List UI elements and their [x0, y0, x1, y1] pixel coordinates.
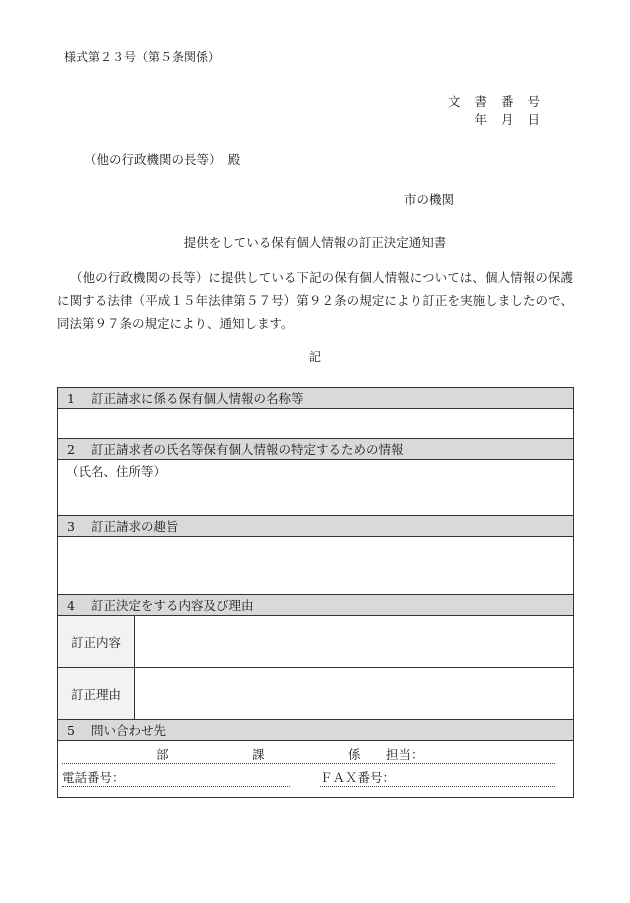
department-line[interactable] — [62, 743, 555, 764]
section-4-header — [58, 595, 573, 616]
department-label: 部 — [156, 747, 169, 762]
section-5-header — [58, 720, 573, 741]
addressee: （他の行政機関の長等） 殿 — [84, 152, 241, 167]
section-3-header — [58, 516, 573, 537]
section-number: 3 — [67, 519, 75, 534]
correction-content-label: 訂正内容 — [58, 616, 135, 667]
section-number: 1 — [67, 391, 75, 406]
section-3-field[interactable] — [58, 537, 573, 595]
contact-info — [58, 741, 573, 797]
section-number: 5 — [67, 723, 75, 738]
correction-reason-label: 訂正理由 — [58, 668, 135, 719]
date-label: 年月日 — [474, 112, 554, 127]
correction-content-field[interactable] — [135, 616, 573, 667]
section-label: 訂正請求の趣旨 — [91, 519, 179, 534]
section-2-header — [58, 439, 573, 460]
document-title: 提供をしている保有個人情報の訂正決定通知書 — [183, 235, 447, 250]
fax-line[interactable] — [320, 766, 555, 787]
ki-heading: 記 — [308, 350, 321, 364]
section-number: 4 — [67, 598, 75, 613]
section-2-note: （氏名、住所等） — [66, 464, 167, 479]
section-label: 訂正請求に係る保有個人情報の名称等 — [91, 391, 304, 406]
phone-line[interactable] — [62, 766, 290, 787]
document-number-label: 文書番号 — [447, 94, 554, 109]
section-label: 訂正決定をする内容及び理由 — [91, 598, 254, 613]
subsection-label: 係 — [348, 747, 361, 762]
fax-label: ＦＡＸ番号： — [320, 770, 396, 785]
section-label-ka: 課 — [252, 747, 265, 762]
section-1-header — [58, 388, 573, 409]
section-2-field[interactable] — [58, 460, 573, 516]
phone-label: 電話番号： — [62, 770, 125, 785]
sender: 市の機関 — [403, 192, 454, 207]
correction-reason-row — [58, 668, 573, 720]
section-label: 訂正請求者の氏名等保有個人情報の特定するための情報 — [91, 442, 404, 457]
notice-form-table — [57, 387, 574, 798]
section-1-field[interactable] — [58, 409, 573, 439]
section-label: 問い合わせ先 — [91, 723, 167, 738]
section-number: 2 — [67, 442, 75, 457]
correction-reason-field[interactable] — [135, 668, 573, 719]
person-in-charge-label: 担当： — [386, 747, 424, 762]
notice-body: （他の行政機関の長等）に提供している下記の保有個人情報については、個人情報の保護に関する法律（平成１５年法律第５７号）第９２条の規定により訂正を実施しましたので、同法第９７条の規定により、通知します。 — [57, 270, 573, 331]
correction-content-row — [58, 616, 573, 668]
form-number: 様式第２３号（第５条関係） — [64, 50, 221, 64]
